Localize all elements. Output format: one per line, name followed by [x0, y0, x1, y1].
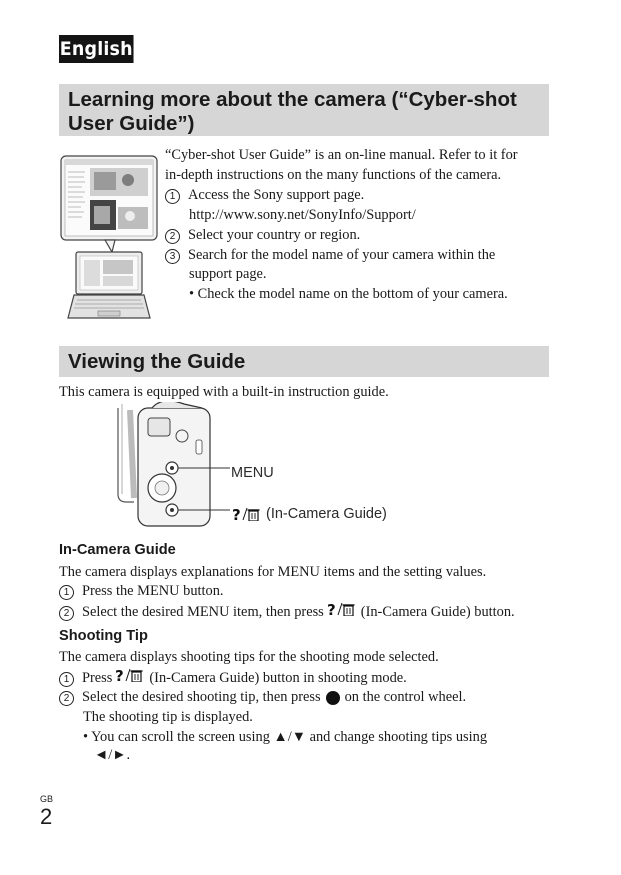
step-number: 2 [59, 691, 74, 706]
svg-text:?: ? [232, 507, 241, 521]
section-heading-line1: Learning more about the camera (“Cyber-shot [68, 88, 517, 111]
step-number: 2 [165, 229, 180, 244]
step-text: Select your country or region. [188, 227, 361, 243]
in-camera-step-2 [59, 602, 515, 623]
svg-text:?: ? [115, 668, 125, 682]
step-number: 1 [59, 585, 74, 600]
step-search-model [165, 246, 495, 266]
page-number: 2 [40, 804, 53, 829]
guide-button-label: (In-Camera Guide) [266, 506, 387, 522]
step-text: Search for the model name of your camera within the [188, 247, 496, 263]
step-text: Select the desired MENU item, then press [82, 604, 324, 620]
step-text: Press the MENU button. [82, 583, 224, 599]
help-trash-icon [232, 507, 262, 521]
guide-intro: This camera is equipped with a built-in instruction guide. [59, 384, 389, 400]
step-text: Select the desired shooting tip, then press [82, 689, 321, 705]
note-bullet: • You can scroll the screen using ▲/▼ and change shooting tips using [83, 729, 488, 745]
note-bullet-cont: ◄/►. [94, 747, 131, 763]
intro-line: in-depth instructions on the many functions of the camera. [165, 167, 502, 183]
help-trash-icon [327, 602, 357, 616]
in-camera-guide-heading: In-Camera Guide [59, 542, 176, 558]
guide-button-callout [231, 506, 387, 522]
step-text: (In-Camera Guide) button. [360, 604, 515, 620]
section-heading-user-guide [59, 84, 549, 136]
shooting-tip-result: The shooting tip is displayed. [83, 709, 253, 725]
step-text: on the control wheel. [344, 689, 467, 705]
laptop-web-manual-illustration [60, 152, 160, 322]
shooting-tip-step-2 [59, 688, 466, 708]
shooting-tip-desc: The camera displays shooting tips for the shooting mode selected. [59, 649, 439, 665]
step-number: 3 [165, 249, 180, 264]
step-number: 2 [59, 606, 74, 621]
step-text: Access the Sony support page. [188, 187, 365, 203]
step-select-country [165, 226, 360, 246]
shooting-tip-step-1 [59, 668, 407, 689]
step-text: Press [82, 670, 113, 686]
shooting-tip-heading: Shooting Tip [59, 628, 148, 644]
language-badge: English [59, 35, 134, 63]
note-bullet: • Check the model name on the bottom of your camera. [189, 286, 508, 302]
step-continuation: support page. [189, 266, 267, 282]
section-heading-viewing-guide: Viewing the Guide [59, 346, 549, 377]
section-heading-line2: User Guide”) [68, 112, 195, 135]
support-url-link[interactable]: http://www.sony.net/SonyInfo/Support/ [189, 207, 416, 223]
menu-callout-label: MENU [231, 465, 274, 481]
in-camera-step-1 [59, 582, 224, 602]
step-access-support [165, 186, 364, 206]
step-text: (In-Camera Guide) button in shooting mode. [149, 670, 407, 686]
in-camera-guide-desc: The camera displays explanations for MENU items and the setting values. [59, 564, 487, 580]
help-trash-icon [115, 668, 145, 682]
camera-back-illustration [112, 402, 232, 530]
step-number: 1 [165, 189, 180, 204]
step-number: 1 [59, 672, 74, 687]
region-code: GB [40, 794, 54, 804]
intro-line: “Cyber-shot User Guide” is an on-line manual. Refer to it for [165, 147, 518, 163]
center-button-icon [326, 691, 340, 705]
svg-text:?: ? [326, 602, 336, 616]
